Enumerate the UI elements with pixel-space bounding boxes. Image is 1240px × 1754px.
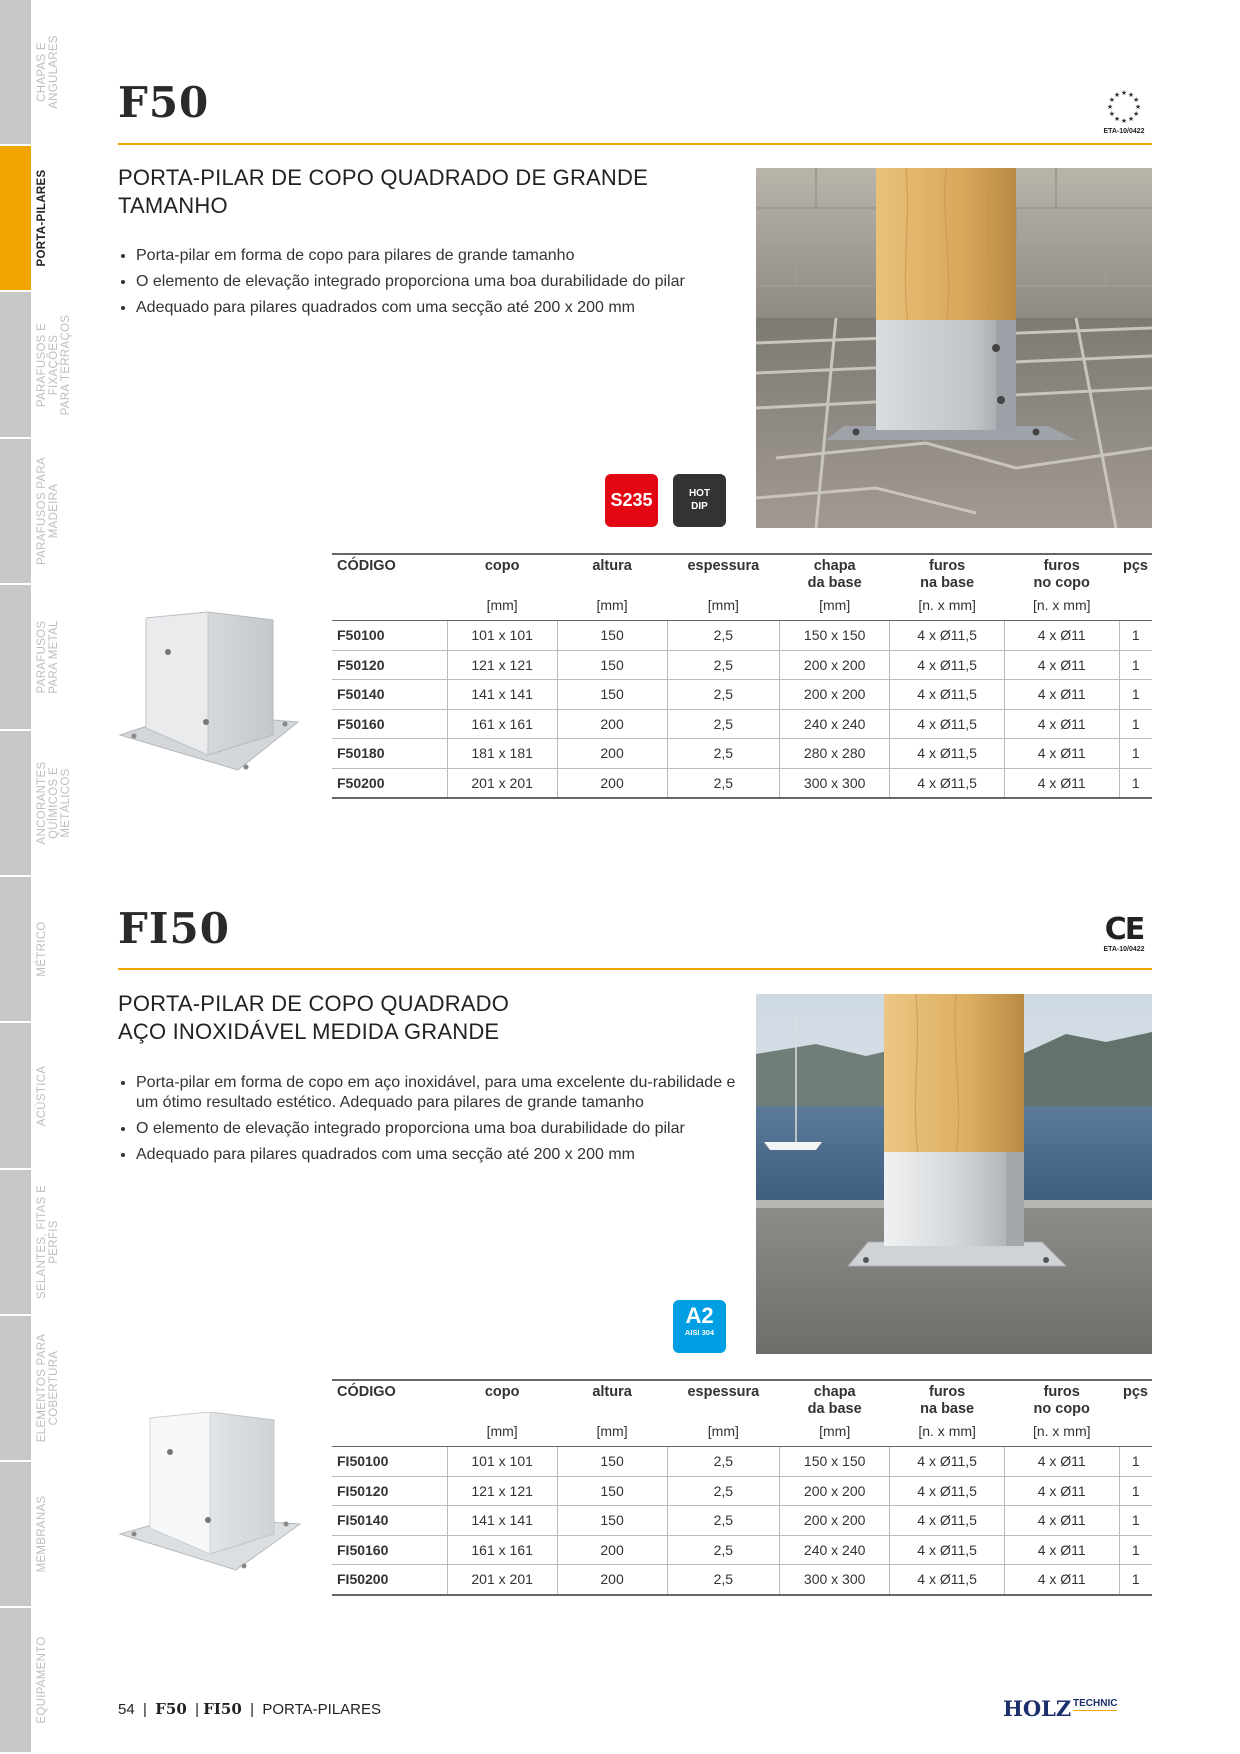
page-footer <box>118 1700 381 1718</box>
table-cell: 4 x Ø11,5 <box>890 621 1005 651</box>
table-cell: 200 x 200 <box>780 680 890 710</box>
table-cell: 4 x Ø11 <box>1004 650 1119 680</box>
sidebar-tab[interactable] <box>0 877 31 1023</box>
col-unit <box>1119 1421 1152 1447</box>
star-glyph: ★ <box>1120 118 1128 125</box>
footer-code: FI50 <box>203 1700 242 1718</box>
table-row <box>332 650 1152 680</box>
table-cell: 4 x Ø11,5 <box>890 1565 1005 1595</box>
table-row <box>332 1447 1152 1477</box>
col-header: pçs <box>1119 1380 1152 1421</box>
col-unit: [mm] <box>780 1421 890 1447</box>
feature-item: • Porta-pilar em forma de copo em aço inoxidável, para uma excelente du-rabilidade e um ótimo resultado estético. Adequado para pilares de grande tamanho <box>136 1073 736 1112</box>
sidebar-tab[interactable] <box>0 0 31 146</box>
sidebar-tab[interactable] <box>0 146 31 292</box>
section-divider <box>118 968 1152 970</box>
table-cell: 4 x Ø11 <box>1004 739 1119 769</box>
table-header-row <box>332 1380 1152 1421</box>
star-glyph: ★ <box>1113 116 1121 124</box>
table-cell: 121 x 121 <box>447 1476 557 1506</box>
sidebar-tab-label: EQUIPAMENTO <box>36 1636 48 1725</box>
product-title-f50: F50 <box>118 78 210 127</box>
table-cell: 4 x Ø11 <box>1004 1506 1119 1536</box>
table-cell: 2,5 <box>667 1506 779 1536</box>
brand-logo <box>1003 1696 1118 1721</box>
table-cell: 4 x Ø11,5 <box>890 1447 1005 1477</box>
product-image-f50 <box>118 610 302 794</box>
sidebar-tab-label: CHAPAS E ANGULARES <box>36 35 60 110</box>
table-cell: 200 x 200 <box>780 650 890 680</box>
table-cell: 1 <box>1119 1535 1152 1565</box>
feature-item: • Adequado para pilares quadrados com uma secção até 200 x 200 mm <box>136 298 756 318</box>
page-number: 54 <box>118 1701 135 1718</box>
product-code-cell: FI50120 <box>332 1476 447 1506</box>
table-cell: 1 <box>1119 680 1152 710</box>
table-cell: 4 x Ø11 <box>1004 1447 1119 1477</box>
table-cell: 2,5 <box>667 1447 779 1477</box>
sidebar-tab-label: PARAFUSOS PARA METAL <box>36 620 60 694</box>
product-code-cell: F50100 <box>332 621 447 651</box>
star-glyph: ★ <box>1108 111 1116 118</box>
table-cell: 1 <box>1119 621 1152 651</box>
table-cell: 4 x Ø11,5 <box>890 709 1005 739</box>
feature-item: • O elemento de elevação integrado proporciona uma boa durabilidade do pilar <box>136 1119 736 1139</box>
table-body <box>332 1447 1152 1595</box>
col-unit: [mm] <box>667 1421 779 1447</box>
sidebar-tab[interactable] <box>0 1023 31 1169</box>
sidebar-tab-label: MÉTRICO <box>36 921 48 977</box>
table-cell: 200 <box>557 1565 667 1595</box>
col-unit <box>332 595 447 621</box>
table-cell: 4 x Ø11 <box>1004 621 1119 651</box>
sidebar-tab-label: PARAFUSOS E FIXAÇÕES PARA TERRAÇOS <box>36 314 72 415</box>
product-subtitle-fi50: PORTA-PILAR DE COPO QUADRADO AÇO INOXIDÁVEL MEDIDA GRANDE <box>118 991 510 1044</box>
feature-item: • O elemento de elevação integrado proporciona uma boa durabilidade do pilar <box>136 272 756 292</box>
badge-label: HOT <box>688 488 711 499</box>
table-cell: 150 <box>557 1476 667 1506</box>
certification-label: ETA-10/0422 <box>1103 946 1145 953</box>
application-photo-f50 <box>756 168 1152 528</box>
product-code-cell: F50200 <box>332 768 447 798</box>
col-unit: [mm] <box>557 1421 667 1447</box>
col-header: altura <box>557 554 667 595</box>
table-cell: 150 <box>557 621 667 651</box>
table-cell: 201 x 201 <box>447 1565 557 1595</box>
table-cell: 4 x Ø11,5 <box>890 650 1005 680</box>
brand-name: HOLZ <box>1003 1696 1072 1721</box>
table-row <box>332 680 1152 710</box>
table-cell: 150 x 150 <box>780 621 890 651</box>
table-row <box>332 1506 1152 1536</box>
col-unit: [n. x mm] <box>1004 1421 1119 1447</box>
product-code-cell: F50140 <box>332 680 447 710</box>
table-row <box>332 621 1152 651</box>
col-unit: [mm] <box>667 595 779 621</box>
section-divider <box>118 143 1152 145</box>
table-cell: 161 x 161 <box>447 709 557 739</box>
hot-dip-badge <box>673 474 726 527</box>
product-code-cell: FI50200 <box>332 1565 447 1595</box>
table-cell: 1 <box>1119 768 1152 798</box>
table-cell: 1 <box>1119 1447 1152 1477</box>
table-header-row <box>332 554 1152 595</box>
table-cell: 4 x Ø11,5 <box>890 680 1005 710</box>
feature-item: • Adequado para pilares quadrados com uma secção até 200 x 200 mm <box>136 1145 736 1165</box>
table-cell: 4 x Ø11,5 <box>890 768 1005 798</box>
feature-item: • Porta-pilar em forma de copo para pilares de grande tamanho <box>136 246 756 266</box>
table-cell: 2,5 <box>667 680 779 710</box>
table-cell: 280 x 280 <box>780 739 890 769</box>
sidebar-tab[interactable] <box>0 439 31 585</box>
badge-label: A2 <box>685 1303 714 1328</box>
table-cell: 200 <box>557 739 667 769</box>
col-unit <box>332 1421 447 1447</box>
star-glyph: ★ <box>1132 97 1140 104</box>
sidebar-tab-label: SELANTES, FITAS E PERFIS <box>36 1184 60 1299</box>
table-cell: 200 x 200 <box>780 1476 890 1506</box>
table-cell: 4 x Ø11 <box>1004 1476 1119 1506</box>
table-units-row <box>332 595 1152 621</box>
product-code-cell: FI50100 <box>332 1447 447 1477</box>
table-cell: 2,5 <box>667 739 779 769</box>
col-header: altura <box>557 1380 667 1421</box>
col-header: pçs <box>1119 554 1152 595</box>
table-cell: 4 x Ø11,5 <box>890 1476 1005 1506</box>
table-cell: 181 x 181 <box>447 739 557 769</box>
star-glyph: ★ <box>1132 111 1140 118</box>
badge-sub: DIP <box>691 501 708 512</box>
table-cell: 2,5 <box>667 650 779 680</box>
table-cell: 150 x 150 <box>780 1447 890 1477</box>
sidebar-tab-label: ELEMENTOS PARA COBERTURA <box>36 1333 60 1443</box>
table-cell: 121 x 121 <box>447 650 557 680</box>
col-header: furos no copo <box>1004 554 1119 595</box>
col-unit: [n. x mm] <box>890 595 1005 621</box>
feature-list-fi50 <box>118 1073 736 1171</box>
table-cell: 201 x 201 <box>447 768 557 798</box>
table-cell: 2,5 <box>667 768 779 798</box>
table-cell: 300 x 300 <box>780 1565 890 1595</box>
sidebar-tab-label: ACÚSTICA <box>36 1065 48 1126</box>
sidebar-tab[interactable] <box>0 585 31 731</box>
table-cell: 2,5 <box>667 1565 779 1595</box>
sidebar-tab-label: PARAFUSOS PARA MADEIRA <box>36 456 60 565</box>
table-cell: 2,5 <box>667 1476 779 1506</box>
col-unit <box>1119 595 1152 621</box>
footer-separator: | <box>250 1701 255 1718</box>
table-row <box>332 1565 1152 1595</box>
steel-grade-badge: S235 <box>605 474 658 527</box>
col-header: CÓDIGO <box>332 1380 447 1421</box>
table-cell: 150 <box>557 1447 667 1477</box>
badge-sub: AISI 304 <box>684 1328 715 1337</box>
star-glyph: ★ <box>1134 104 1142 111</box>
table-cell: 200 <box>557 1535 667 1565</box>
star-glyph: ★ <box>1127 116 1135 124</box>
table-cell: 161 x 161 <box>447 1535 557 1565</box>
table-row <box>332 768 1152 798</box>
table-cell: 240 x 240 <box>780 709 890 739</box>
col-header: espessura <box>667 554 779 595</box>
table-cell: 101 x 101 <box>447 1447 557 1477</box>
table-cell: 4 x Ø11 <box>1004 768 1119 798</box>
table-cell: 2,5 <box>667 621 779 651</box>
product-code-cell: F50120 <box>332 650 447 680</box>
table-cell: 4 x Ø11,5 <box>890 1506 1005 1536</box>
table-cell: 1 <box>1119 709 1152 739</box>
ce-mark-icon: CE <box>1104 912 1144 947</box>
table-cell: 4 x Ø11,5 <box>890 1535 1005 1565</box>
application-photo-fi50 <box>756 994 1152 1354</box>
table-row <box>332 709 1152 739</box>
table-body <box>332 621 1152 799</box>
sidebar-tab[interactable] <box>0 1316 31 1462</box>
brand-sub: TECHNIC <box>1073 1698 1118 1709</box>
feature-list-f50 <box>118 246 756 324</box>
table-cell: 1 <box>1119 739 1152 769</box>
footer-separator: | <box>143 1701 147 1718</box>
col-header: copo <box>447 1380 557 1421</box>
sidebar-tab[interactable] <box>0 292 31 438</box>
col-header: chapa da base <box>780 554 890 595</box>
col-unit: [n. x mm] <box>890 1421 1005 1447</box>
table-cell: 101 x 101 <box>447 621 557 651</box>
table-cell: 200 x 200 <box>780 1506 890 1536</box>
product-code-cell: F50180 <box>332 739 447 769</box>
table-cell: 1 <box>1119 1506 1152 1536</box>
table-row <box>332 1476 1152 1506</box>
table-row <box>332 1535 1152 1565</box>
sidebar-tab[interactable] <box>0 731 31 877</box>
table-cell: 200 <box>557 709 667 739</box>
star-glyph: ★ <box>1106 104 1114 111</box>
col-unit: [mm] <box>557 595 667 621</box>
stainless-grade-badge <box>673 1300 726 1353</box>
table-cell: 4 x Ø11 <box>1004 1535 1119 1565</box>
footer-category: PORTA-PILARES <box>262 1701 382 1718</box>
table-cell: 150 <box>557 680 667 710</box>
star-glyph: ★ <box>1127 91 1135 99</box>
table-row <box>332 739 1152 769</box>
table-cell: 200 <box>557 768 667 798</box>
table-cell: 4 x Ø11 <box>1004 709 1119 739</box>
col-unit: [mm] <box>780 595 890 621</box>
eu-stars-icon <box>1102 88 1146 126</box>
product-title-fi50: FI50 <box>118 904 230 953</box>
table-cell: 141 x 141 <box>447 1506 557 1536</box>
product-subtitle-f50: PORTA-PILAR DE COPO QUADRADO DE GRANDE TAMANHO <box>118 165 648 218</box>
table-cell: 4 x Ø11 <box>1004 680 1119 710</box>
certification-f50 <box>1096 88 1152 135</box>
star-glyph: ★ <box>1108 97 1116 104</box>
product-code-cell: F50160 <box>332 709 447 739</box>
table-cell: 2,5 <box>667 709 779 739</box>
col-header: furos na base <box>890 1380 1005 1421</box>
table-cell: 141 x 141 <box>447 680 557 710</box>
star-glyph: ★ <box>1113 91 1121 99</box>
footer-code: F50 <box>155 1700 187 1718</box>
col-unit: [n. x mm] <box>1004 595 1119 621</box>
product-code-cell: FI50140 <box>332 1506 447 1536</box>
col-header: chapa da base <box>780 1380 890 1421</box>
category-sidebar <box>0 0 31 1754</box>
product-code-cell: FI50160 <box>332 1535 447 1565</box>
col-unit: [mm] <box>447 1421 557 1447</box>
spec-table-f50 <box>332 553 1152 799</box>
sidebar-tab-label: PORTA-PILARES <box>36 169 48 267</box>
sidebar-tab-label: MEMBRANAS <box>36 1495 48 1573</box>
sidebar-tab[interactable] <box>0 1170 31 1316</box>
col-header: espessura <box>667 1380 779 1421</box>
table-cell: 1 <box>1119 1565 1152 1595</box>
table-cell: 300 x 300 <box>780 768 890 798</box>
sidebar-tab-label: ANCORANTES QUÍMICOS E METÁLICOS <box>36 761 72 845</box>
table-cell: 4 x Ø11,5 <box>890 739 1005 769</box>
footer-separator: | <box>195 1701 200 1718</box>
table-cell: 240 x 240 <box>780 1535 890 1565</box>
product-image-fi50 <box>118 1412 302 1596</box>
table-cell: 150 <box>557 1506 667 1536</box>
col-header: furos na base <box>890 554 1005 595</box>
star-glyph: ★ <box>1120 90 1128 97</box>
sidebar-tab[interactable] <box>0 1608 31 1754</box>
sidebar-tab[interactable] <box>0 1462 31 1608</box>
col-header: CÓDIGO <box>332 554 447 595</box>
table-cell: 2,5 <box>667 1535 779 1565</box>
certification-fi50 <box>1096 914 1152 953</box>
certification-label: ETA-10/0422 <box>1103 128 1145 135</box>
col-header: furos no copo <box>1004 1380 1119 1421</box>
table-cell: 4 x Ø11 <box>1004 1565 1119 1595</box>
table-cell: 150 <box>557 650 667 680</box>
table-units-row <box>332 1421 1152 1447</box>
spec-table-fi50 <box>332 1379 1152 1596</box>
table-cell: 1 <box>1119 650 1152 680</box>
table-cell: 1 <box>1119 1476 1152 1506</box>
col-header: copo <box>447 554 557 595</box>
col-unit: [mm] <box>447 595 557 621</box>
